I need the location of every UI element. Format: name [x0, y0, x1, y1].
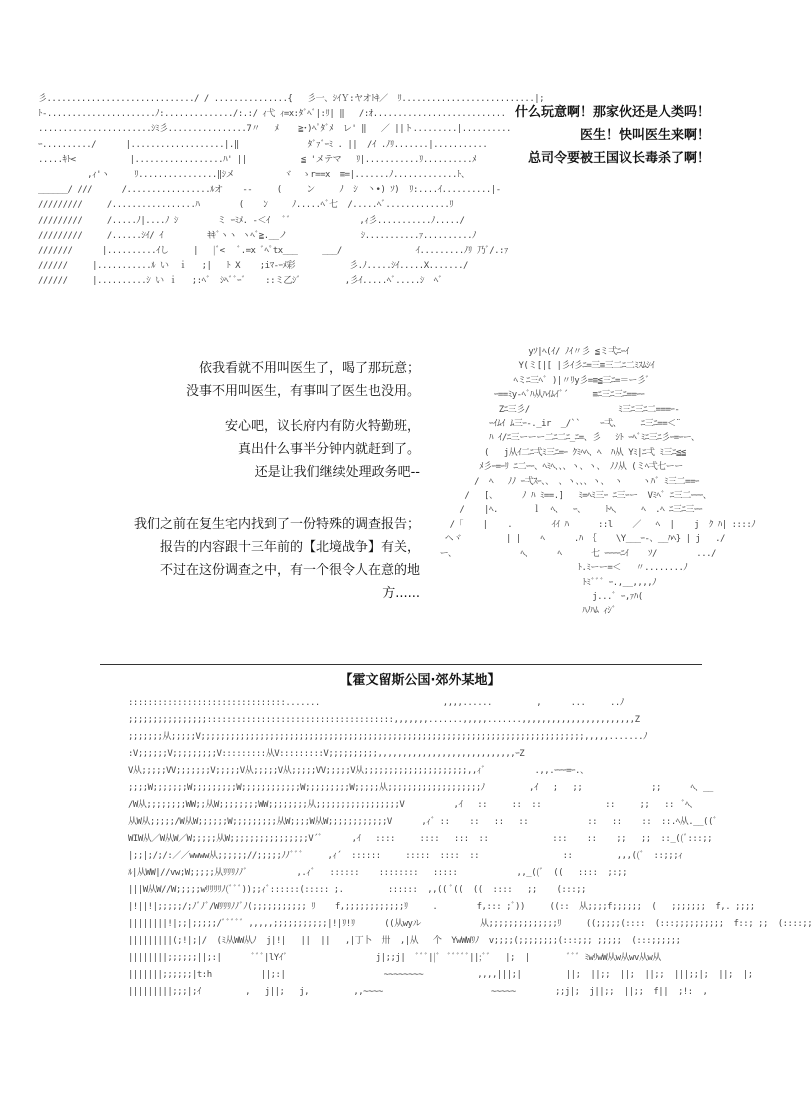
dialog-panel-1 [480, 101, 710, 170]
ascii-art-shouting-character: 彡............................../ / ...............{ 彡一、ｼｲＹ:ヤオﾄｷ／ ﾘ...........................|; ﾄ-......................ﾉ:............../:.:/ ｨ弋 ｨ=x:ﾀﾞﾍﾞ|:ﾘ| ‖ /:ｵ........................... .......................ｼﾐ彡................7〃 ﾒ ≧･)ﾍﾟﾀﾞﾒ レ' ‖ ／ ||ト.........|.......... ｰ........../ |...................|.‖ ﾀﾞｧﾞｰﾐ . || /ｲ .ﾉﾘ.......|........... .....ｷﾄ< |..................ﾊ' || ≦ 'メテマ ﾘ|...........ﾘ..........ﾒ ,ｨ'ヽ ﾘ................‖ｼメ ヾ ゝr==x ≡=|.......ﾉ.............ﾄ、 ______/ /// /.................ﾙオ ‐‐ ( ン ﾉ ｼ 丶•) ｿ) ﾘ:....ｲ..........|‐ ///////// /.................ﾊ ( ﾝ ﾉ.....ﾍﾞ七 /.....ﾍﾞ.............ﾘ ///////// /.....ﾉ|....ﾉ ｼ ミ ｰﾐﾒ. ‐＜ｲ ﾞﾞ ,ｨ彡...........ﾉ...../ ///////// /......ｼｲ/ ｲ ｷｷﾞヽヽ ヽﾍﾞ≧.__ノ ｼ...........ｧ..........ﾉ /////// |..........ｲし | |ﾞ< ﾞ.=x ﾞﾍﾟtx___ ___/ ｲ.........ﾉﾘ 乃ﾞ/.:ｧ ////// |...........ﾙ い ｉ ;| ﾄ X ;iﾏ-ｰﾒ彩 彡.ﾉ.....ｼｲ.....X......./ ////// |..........ｼ い ｉ ;:ﾍﾞ ｼﾍﾞﾞｰﾞ ::ミ乙ｼﾞ ,彡ｲ.....ﾍﾞ.....ｼ ﾍﾞ [38, 94, 545, 287]
dialog-panel-3 [60, 513, 420, 605]
dialog-line: 还是让我们继续处理政务吧-- [254, 465, 420, 480]
dialog-panel-2 [100, 357, 420, 484]
dialog-line: 报告的内容跟十三年前的【北境战争】有关， [159, 540, 420, 555]
dialog-line: 没事不用叫医生，有事叫了医生也没用。 [185, 384, 420, 399]
dialog-line: 医生！快叫医生来啊！ [579, 128, 710, 143]
dialog-line: 安心吧，议长府内有防火特勤班， [224, 419, 420, 434]
dialog-line: 什么玩意啊！那家伙还是人类吗！ [514, 105, 710, 120]
dialog-line: 真出什么事半分钟内就赶到了。 [237, 442, 420, 457]
ascii-art-forest-landscape: ::::::::::::::::::::::::::::::::....... ,,,,...... , ... ..ﾉ ;;;;;;;;;;;;;;;;::::::::::::::::::::::::::::::::::::::,,,,,,,.......,,,,,.......,,,,,,,,,,,,,,,,,,,,,,,Z ;;;;;;;从;;;;;V;;;;;;;;;;;;;;;;;;;;;;;;;;;;;;;;;;;;;;;;;;;;;;;;;;;;;;;;;;;;;;;;;;;;;;;;;;;;;;,,,,,.......ﾉ :V;;;;;;V;;;;;;;;;V:::::::::从V:::::::::V;;;;;;;;;;,,,,,,,,,,,,,,,,,,,,,,,,,,,,ｰZ V从;;;;;VV;;;;;;;V;;;;;V从;;;;;V从;;;;;VV;;;;;V从;;;;;;;;;;;;;;;;;;;;;,,ｨﾞ .,,.ｰｰｰ=ｰ.、 ;;;;W;;;;;;;W;;;;;;;;;W;;;;;;;;;;;;W;;;;;;;;;W;;;;;从;;;;;;;;;;;;;;;;;;;ﾉ ,ｲ ; ;; ;; ﾍ、__ /W从;;;;;;;;WW;;从W;;;;;;;;WW;;;;;;;;从;;;;;;;;;;;;;;;;;V ,ｲ :: :: :: :: ;; :: ﾞﾍ、 从W从;;;;;/W从W;;;;;;W;;;;;;;;;从W;;;;W从W;;;;;;;;;;;;V ,ｨﾞ :: :: :: :: :: :: :: ::.ﾍ从.__((ﾞ WIW从／W从W／W;;;;;从W;;;;;;;;;;;;;;;;V´ﾞ ,ｲ :::: :::: ::: :: ::: :: ;; ;; ::_((ﾞ:::;; |;;|;/;/:／／wwww从;;;;;;//;;;;;ﾉﾉﾞﾞﾞ ,ｨ´ :::::: ::::: :::: :: :: ,,,((ﾞ ::;;;ｨ ﾙ|从WW|//vw;W;;;;;从ﾘﾘﾘﾉﾉﾞ ,.ｨﾞ :::::: :::::::: ::::: ,,_((ﾞ (( :::: ;:;; |||W从W//W;;;;;wﾘﾘﾘﾘﾉ(ﾞﾞﾞ));;ｨﾞ::::::(::::: ;. :::::: ,,(( ﾞ(( (( :::: ;; (:::;; |!||!|;;;;;/;ﾉﾞﾉﾞ/Wﾘﾘﾘﾉﾉﾞﾉ(;;;;;;;;;;; ﾘ f,;;;;;;;;;;;;ﾘ . f,::: ;ﾞ)) ((:: 从;;;;f;;;;;; ( ;;;;;;; f,. ;;;; ||||||||!|;;|;;;;;/ﾞﾞﾞﾞﾞ ,,,,,;;;;;;;;;;;|!|ﾘ!ﾘ ((从wyル 从;;;;;;;;;;;;;;ﾘ ((;;;;;(:::: (:::;;;;;;;;;; f::; ;; (::::;; |||||||||(;!|;|/ (ﾐ从WW从ﾉ j|!| || || ,|丁卜 卅 ,|从 个 YwWWﾘﾉ v;;;;(;;;;;;;;(:::;;; ;;;;; (:::;;;;;; ||||||||;;;;;;||;:| ﾞﾞﾞ|lYｲﾞ j|;;j| ﾞﾞﾞ||ﾞ ﾞﾞﾞﾞﾞ||;ﾞﾞ |; | ﾞﾞﾞ ﾐwﾘwW从w从wv从w从 |||||||;;;;;;|t:h ||;:| ~~~~~~~~ ,,,,|||;| ||; ||;; ||; ||;; |||;;|; ||; |; |||||||||;;;|;ｲ , j||; j, ,,~~~~ ~~~~~ ;;j|; j||;; ||;; f|| ;!: , [128, 698, 812, 997]
dialog-line: 方...... [382, 586, 420, 601]
dialog-line: 总司令要被王国议长毒杀了啊！ [527, 151, 710, 166]
dialog-line: 我们之前在复生宅内找到了一份特殊的调查报告； [133, 517, 420, 532]
scene-divider [100, 664, 702, 665]
ascii-art-calm-character: yｿ|ﾍ(ｲ/ ﾉｲ〃彡 ≦ミ弌ﾆｰｲ Y(ミ[|[ |彡ｲ彡ﾆ=三≡三二ﾆ二ﾐｽﾑｼｲ ﾍミﾆ三ﾍﾞ )|〃ﾘy彡=≡≦三ﾆ=＝ー彡ﾞ ｰ==ﾐy-ﾍﾞﾊ从ﾊｲﾑｲﾞ´ ≡ﾆ三ﾆ三ﾆ==ｰｰ Zﾆ三彡/ ﾐ三ﾆ三ﾆ二===ｰ- ｰｲﾑｲ ﾑ三ｰ-._ir _/`` ｰ弌、 ﾆ三ﾆ==＜¨ ﾊ ｲ/ﾆ三ーーー二ﾆ二ﾆ_ﾆ=、彡 ｼﾄ ｰﾍﾞﾐﾆ三ﾆ彡ｰ=ｰー、 ( j从ｲ二ﾆ弌ﾐ三ﾆ=ｰ ｸﾐﾍﾍ、ﾍ ﾊ从 Yﾐ|ﾆ弌 ﾐ三ﾆ≦≦ ﾒ彡ｰ=ｰﾘ ﾆ二ｰｰ、ﾍﾐﾍ、、、ヽ、ヽ、 ﾉﾉ从 (ミﾍ弌七ーー / ﾍ ﾉﾉ ｰ弌ｽｰ、、 、ヽ、、、ヽ、 ヽ ヽﾊﾞ ﾐ三二==ｰ / [、 ﾉ ﾊ ﾐ==.] ﾐ=ﾍﾐ三ｰ ﾆ三ｰー Vﾐﾍﾞ ﾆ三二ｰｰｰ、 / |ﾍ. ｌ ﾍ、 ｰ、 ﾄﾍ、 ﾍ .ﾍ ﾆ三ﾆ三ｰｰ /「 | . ｲｲ ﾊ ::l ／ ﾍ | j ｸ ﾊ| ::::ﾉ ヘヾ | | ﾍ .ﾊ ｛ \Y___ｰ‐、__ﾊﾍ} | j ./ ー、 ﾍ、 ﾍ 七 ｰｰｰｰﾆｲ ｿ/ .../ ﾄ.ﾐーー=＜ 〃........ﾉ ﾄﾐﾞﾞﾞ ｰ.,__,,,,ﾉ j...ﾞ ｰ,ｧﾊ( ﾊﾉﾊﾑ ｨｼﾞ [439, 347, 756, 617]
dialog-line: 依我看就不用叫医生了，喝了那玩意； [198, 361, 420, 376]
scene-location-caption: 【霍文留斯公国·郊外某地】 [339, 673, 501, 688]
dialog-line: 不过在这份调查之中，有一个很令人在意的地 [159, 563, 420, 578]
